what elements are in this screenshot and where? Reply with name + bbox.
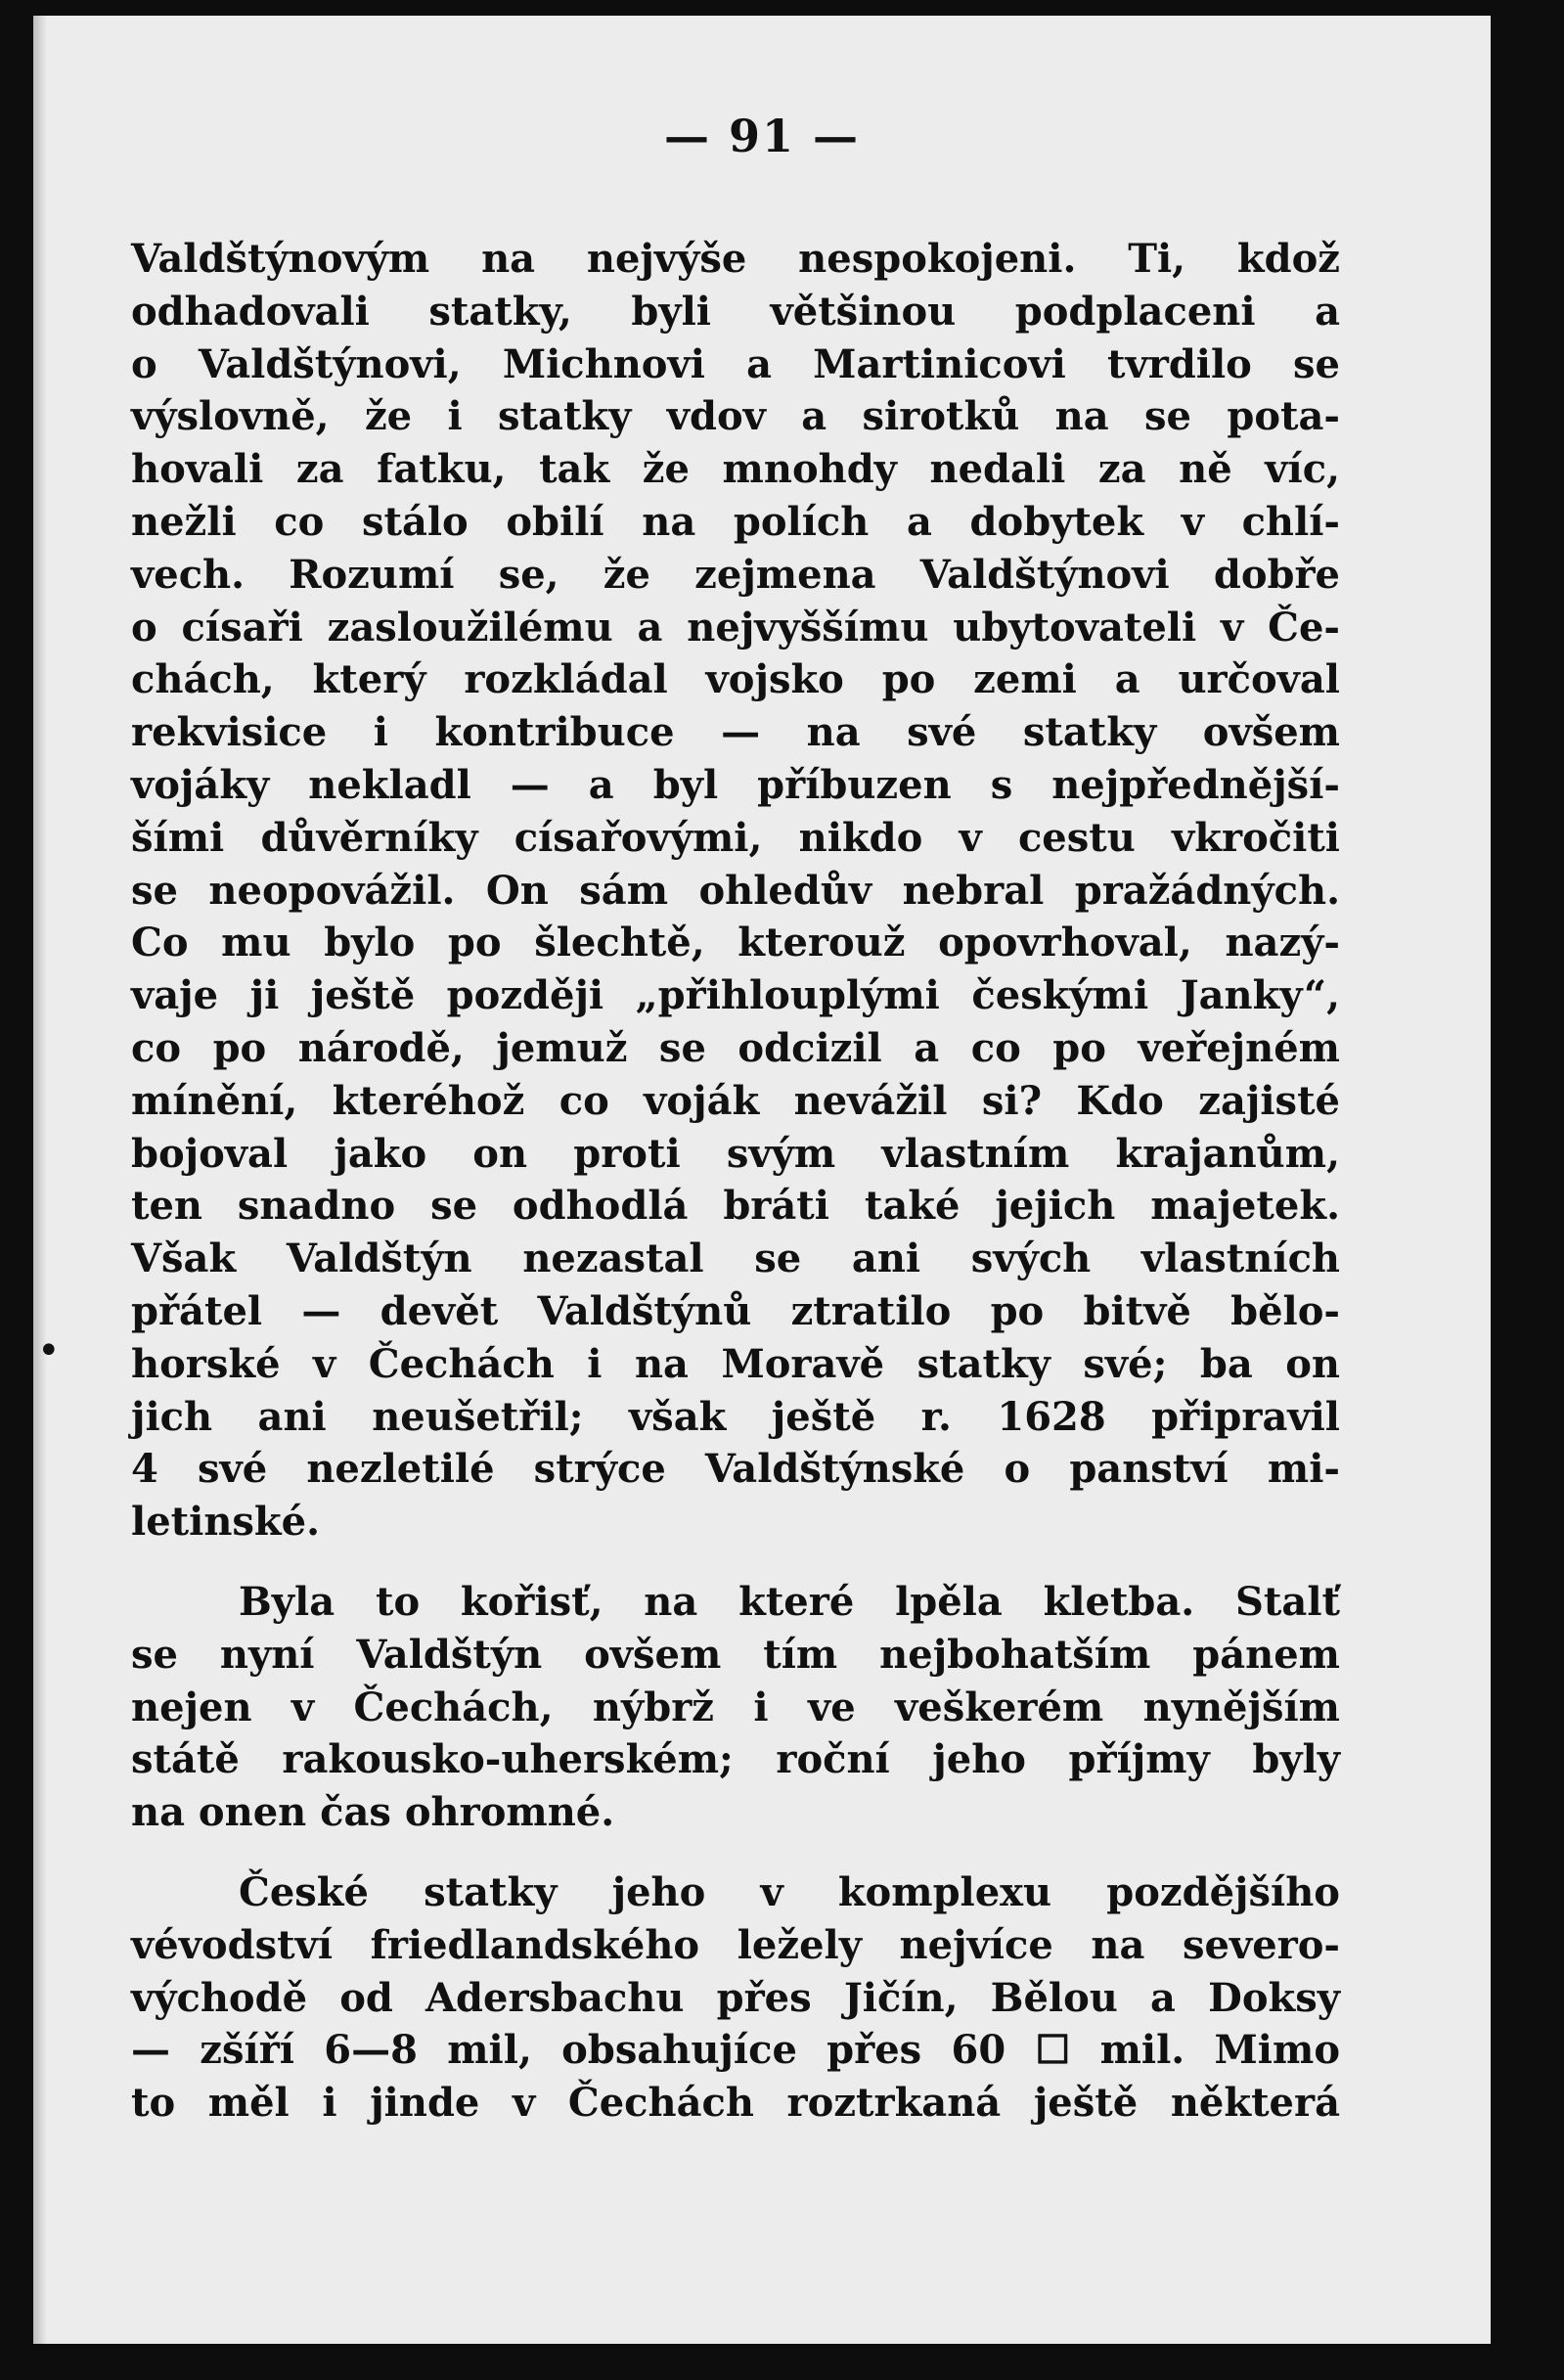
text-line: východě od Adersbachu přes Jičín, Bělou a Doksy — [131, 1974, 1340, 2021]
text-line: o Valdštýnovi, Michnovi a Martinicovi tvrdilo se — [131, 340, 1340, 387]
text-line: přátel — devět Valdštýnů ztratilo po bitvě bělo- — [131, 1287, 1340, 1334]
text-line: na onen čas ohromné. — [131, 1789, 615, 1836]
book-page — [33, 16, 1491, 2344]
text-line: hovali za fatku, tak že mnohdy nedali za ně víc, — [131, 446, 1340, 493]
page-number: — 91 — — [663, 110, 861, 162]
text-line: se neopovážil. On sám ohledův nebral pražádných. — [131, 867, 1340, 914]
text-line: odhadovali statky, byli většinou podplaceni a — [131, 288, 1340, 335]
text-line: se nyní Valdštýn ovšem tím nejbohatším pánem — [131, 1631, 1340, 1678]
text-line: státě rakousko-uherském; roční jeho příjmy byly — [131, 1736, 1340, 1783]
text-line: chách, který rozkládal vojsko po zemi a určoval — [131, 656, 1340, 703]
text-line: co po národě, jemuž se odcizil a co po veřejném — [131, 1024, 1340, 1071]
text-line: vech. Rozumí se, že zejmena Valdštýnovi dobře — [131, 551, 1340, 598]
margin-mark: • — [37, 1328, 61, 1373]
text-line: vaje ji ještě později „přihlouplými českými Janky“, — [131, 972, 1340, 1019]
text-line: — zšíří 6—8 mil, obsahujíce přes 60 ☐ mil. Mimo — [131, 2027, 1340, 2074]
text-line: Však Valdštýn nezastal se ani svých vlastních — [131, 1235, 1340, 1282]
page-edge-shadow — [33, 16, 47, 2344]
text-line: 4 své nezletilé strýce Valdštýnské o panství mi- — [131, 1446, 1340, 1493]
text-line: to měl i jinde v Čechách roztrkaná ještě některá — [131, 2080, 1340, 2127]
text-line: vojáky nekladl — a byl příbuzen s nejpřednější- — [131, 761, 1340, 808]
text-line: bojoval jako on proti svým vlastním krajanům, — [131, 1130, 1340, 1177]
text-line: horské v Čechách i na Moravě statky své; ba on — [131, 1340, 1340, 1387]
text-line: Valdštýnovým na nejvýše nespokojeni. Ti, kdož — [131, 236, 1340, 282]
paragraph-gap — [131, 1839, 1340, 1866]
text-line: České statky jeho v komplexu pozdějšího — [239, 1868, 1340, 1915]
text-line: nežli co stálo obilí na polích a dobytek v chlí- — [131, 498, 1340, 545]
text-line: Co mu bylo po šlechtě, kterouž opovrhoval, nazý- — [131, 920, 1340, 966]
text-line: výslovně, že i statky vdov a sirotků na se pota- — [131, 393, 1340, 440]
text-line: Byla to kořisť, na které lpěla kletba. Stalť — [239, 1578, 1340, 1625]
paragraph-gap — [131, 1549, 1340, 1576]
text-line: mínění, kteréhož co voják nevážil si? Kdo zajisté — [131, 1077, 1340, 1124]
text-line: ten snadno se odhodlá bráti také jejich majetek. — [131, 1183, 1340, 1230]
text-line: vévodství friedlandského ležely nejvíce na severo- — [131, 1921, 1340, 1968]
body-text — [131, 233, 1340, 2130]
text-line: o císaři zasloužilému a nejvyššímu ubytovateli v Če- — [131, 604, 1340, 651]
text-line: rekvisice i kontribuce — na své statky ovšem — [131, 709, 1340, 756]
text-line: jich ani neušetřil; však ještě r. 1628 připravil — [131, 1393, 1340, 1440]
text-line: nejen v Čechách, nýbrž i ve veškerém nynějším — [131, 1684, 1340, 1730]
text-line: letinské. — [131, 1499, 321, 1546]
text-line: šími důvěrníky císařovými, nikdo v cestu vkročiti — [131, 814, 1340, 861]
